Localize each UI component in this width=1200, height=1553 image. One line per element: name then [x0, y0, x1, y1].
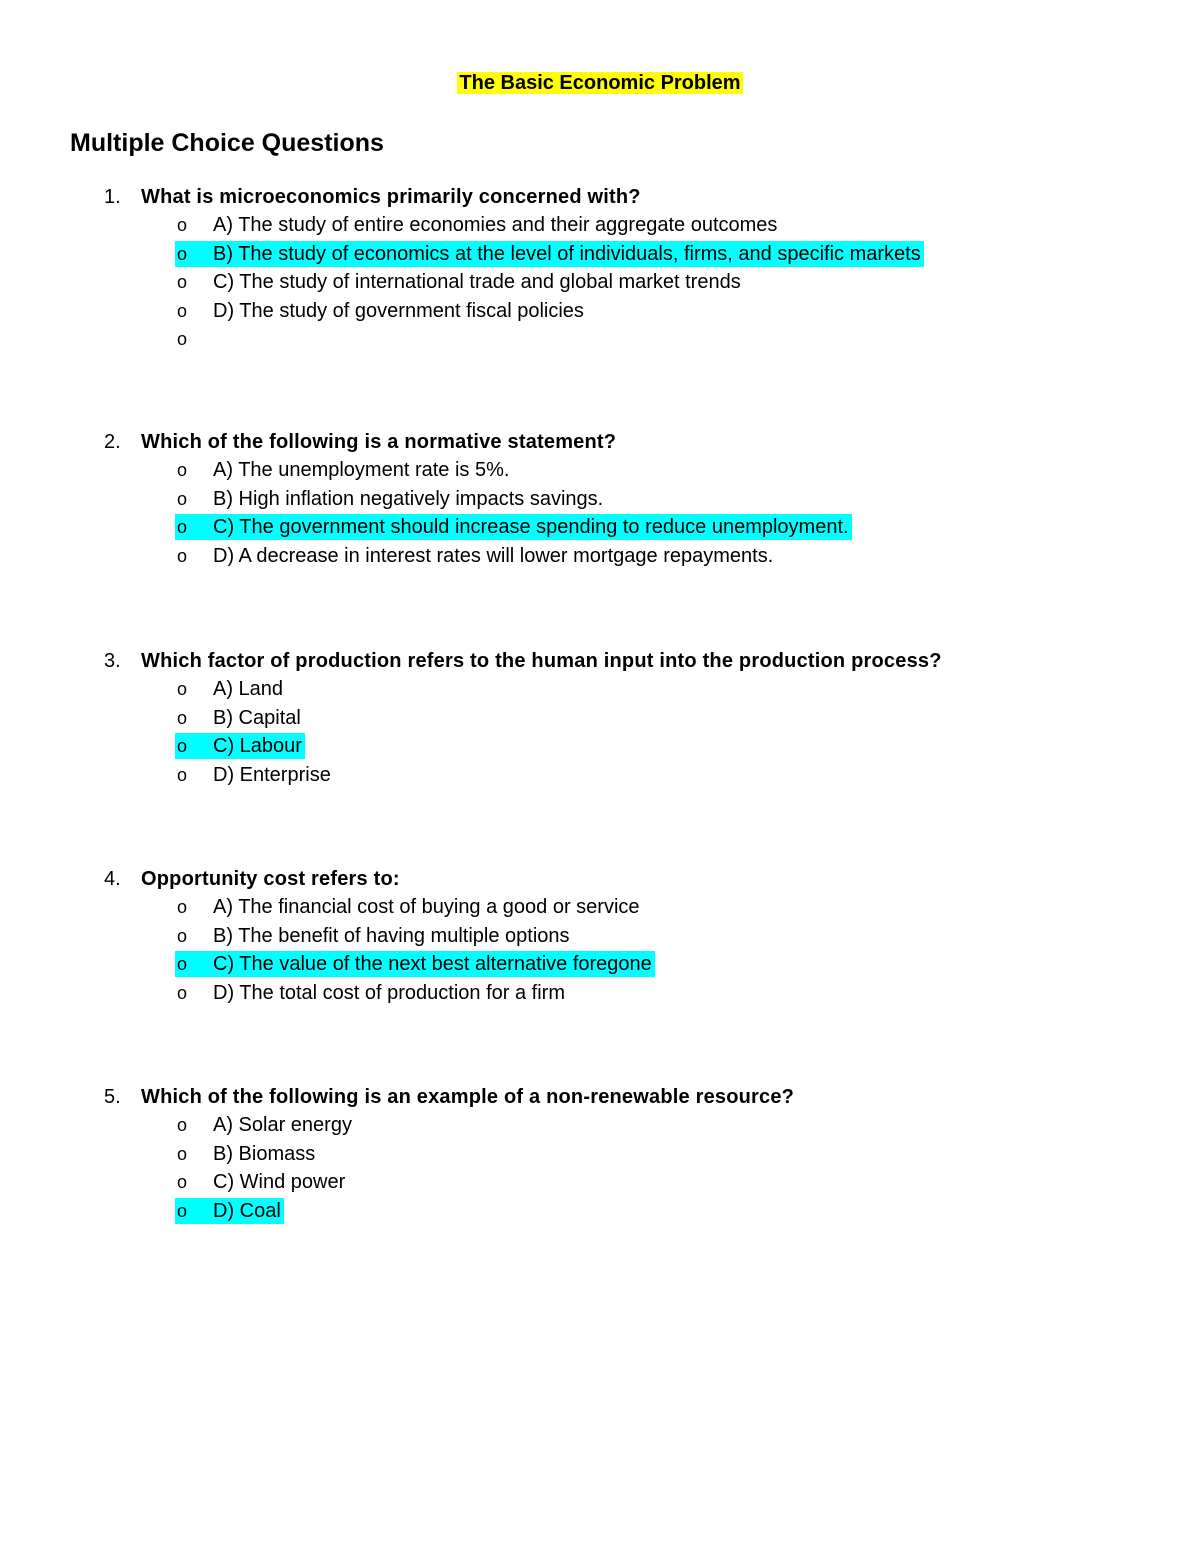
- answer-option: [0, 212, 1200, 241]
- option-text: D) Coal: [213, 1199, 281, 1222]
- answer-option-row: [175, 212, 780, 238]
- bullet-icon: o: [177, 925, 188, 946]
- answer-option-row: [175, 1112, 355, 1138]
- option-text: A) Solar energy: [213, 1114, 352, 1136]
- option-text: C) The value of the next best alternative foregone: [213, 953, 652, 975]
- answer-option-row: [175, 1141, 318, 1167]
- bullet-icon: o: [177, 215, 188, 235]
- option-text: A) The study of entire economies and their aggregate outcomes: [213, 214, 778, 236]
- question-text: Which of the following is a normative statement?: [141, 431, 617, 453]
- question-1: [0, 183, 1200, 355]
- option-text: B) The benefit of having multiple options: [213, 924, 570, 947]
- option-text: D) The study of government fiscal policies: [213, 299, 584, 322]
- question-number: 1.: [104, 186, 121, 208]
- answer-option: [0, 326, 1200, 355]
- option-text: D) The total cost of production for a firm: [213, 981, 566, 1004]
- option-text: A) Land: [213, 678, 284, 700]
- option-list: [0, 1112, 1200, 1226]
- answer-option: [0, 923, 1200, 952]
- bullet-icon: o: [177, 1115, 188, 1135]
- answer-option-row: [175, 1198, 284, 1224]
- answer-option-correct: [0, 733, 1200, 762]
- question-3: [0, 647, 1200, 790]
- option-list: [0, 676, 1200, 790]
- question-text: Which factor of production refers to the human input into the production process?: [141, 650, 942, 672]
- question-text: Opportunity cost refers to:: [141, 868, 400, 890]
- bullet-icon: o: [177, 1200, 188, 1221]
- bullet-icon: o: [177, 243, 188, 264]
- section-heading: Multiple Choice Questions: [70, 129, 384, 157]
- bullet-icon: o: [177, 764, 188, 785]
- answer-option-row: [175, 298, 587, 324]
- answer-option: [0, 705, 1200, 734]
- answer-option: [0, 486, 1200, 515]
- answer-option: [0, 980, 1200, 1009]
- question-header: [0, 647, 1200, 676]
- answer-option-row: [175, 762, 334, 788]
- bullet-icon: o: [177, 488, 188, 509]
- question-header: [0, 865, 1200, 894]
- question-text: What is microeconomics primarily concerned with?: [141, 186, 641, 208]
- option-text: D) Enterprise: [213, 763, 331, 786]
- option-text: C) Labour: [213, 735, 302, 757]
- option-text: A) The financial cost of buying a good or service: [213, 896, 640, 918]
- bullet-icon: o: [177, 1143, 188, 1164]
- option-text: A) The unemployment rate is 5%.: [213, 459, 510, 481]
- bullet-icon: o: [177, 954, 188, 974]
- option-text: B) High inflation negatively impacts savings.: [213, 487, 604, 510]
- question-header: [0, 428, 1200, 457]
- answer-option: [0, 676, 1200, 705]
- option-list: [0, 212, 1200, 355]
- option-text: B) Capital: [213, 706, 301, 729]
- answer-option-row: [175, 705, 304, 731]
- bullet-icon: o: [177, 517, 188, 537]
- bullet-icon: o: [177, 272, 188, 292]
- answer-option-row: [175, 269, 744, 295]
- option-text: D) A decrease in interest rates will lower mortgage repayments.: [213, 544, 774, 567]
- bullet-icon: o: [177, 460, 188, 480]
- bullet-icon: o: [177, 707, 188, 728]
- option-text: C) The government should increase spending to reduce unemployment.: [213, 516, 849, 538]
- answer-option: [0, 1141, 1200, 1170]
- question-text: Which of the following is an example of a non-renewable resource?: [141, 1086, 795, 1108]
- question-4: [0, 865, 1200, 1008]
- bullet-icon: o: [177, 1172, 188, 1192]
- option-list: [0, 894, 1200, 1008]
- question-header: [0, 1083, 1200, 1112]
- question-5: [0, 1083, 1200, 1226]
- answer-option-correct: [0, 241, 1200, 270]
- answer-option: [0, 762, 1200, 791]
- bullet-icon: o: [177, 545, 188, 566]
- question-number: 3.: [104, 650, 121, 672]
- answer-option: [0, 298, 1200, 327]
- answer-option-row: [175, 923, 573, 949]
- answer-option-correct: [0, 951, 1200, 980]
- answer-option-row: [175, 457, 512, 483]
- bullet-icon: o: [177, 679, 188, 699]
- answer-option: [0, 1169, 1200, 1198]
- bullet-icon: o: [177, 329, 188, 349]
- answer-option-row: [175, 486, 606, 512]
- answer-option-correct: [0, 514, 1200, 543]
- answer-option-row: [175, 894, 643, 920]
- answer-option-row: [175, 241, 924, 267]
- option-list: [0, 457, 1200, 571]
- answer-option-row: [175, 326, 216, 352]
- answer-option-row: [175, 951, 655, 977]
- bullet-icon: o: [177, 897, 188, 917]
- question-number: 2.: [104, 431, 121, 453]
- option-text: C) Wind power: [213, 1171, 346, 1193]
- answer-option: [0, 894, 1200, 923]
- bullet-icon: o: [177, 736, 188, 756]
- answer-option-row: [175, 543, 776, 569]
- option-text: C) The study of international trade and global market trends: [213, 271, 741, 293]
- answer-option-row: [175, 733, 305, 759]
- answer-option-row: [175, 514, 852, 540]
- option-text: B) The study of economics at the level of individuals, firms, and specific markets: [213, 242, 921, 265]
- answer-option-row: [175, 1169, 348, 1195]
- question-header: [0, 183, 1200, 212]
- answer-option: [0, 457, 1200, 486]
- answer-option-correct: [0, 1198, 1200, 1227]
- question-number: 5.: [104, 1086, 121, 1108]
- document-title-text: The Basic Economic Problem: [459, 72, 741, 94]
- bullet-icon: o: [177, 300, 188, 321]
- option-text: B) Biomass: [213, 1142, 316, 1165]
- question-2: [0, 428, 1200, 571]
- answer-option: [0, 543, 1200, 572]
- answer-option: [0, 269, 1200, 298]
- answer-option-row: [175, 980, 568, 1006]
- document-title: [0, 70, 1200, 96]
- answer-option: [0, 1112, 1200, 1141]
- question-number: 4.: [104, 868, 121, 890]
- answer-option-row: [175, 676, 286, 702]
- bullet-icon: o: [177, 982, 188, 1003]
